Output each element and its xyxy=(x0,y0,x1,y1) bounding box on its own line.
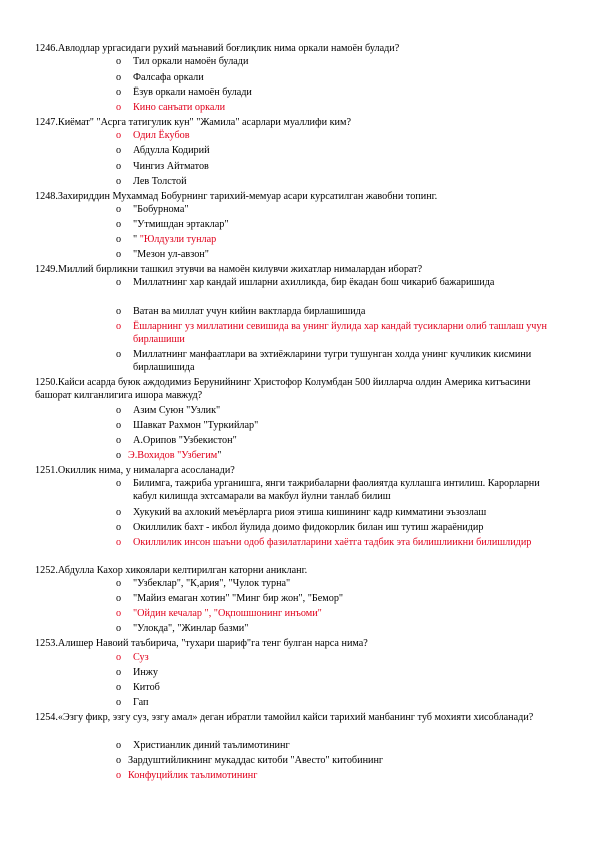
bullet-marker: o xyxy=(116,537,122,548)
question-number: 1254. xyxy=(35,712,58,723)
option-text: Тил оркали намоён булади xyxy=(133,56,249,67)
bullet-marker: o xyxy=(116,102,122,113)
option-correct xyxy=(116,102,566,115)
option-correct xyxy=(116,130,566,143)
bullet-marker: o xyxy=(116,593,122,604)
option-correct xyxy=(116,321,566,346)
option-text: "Улокда", "Жинлар базми" xyxy=(133,623,249,634)
option-prefix: " xyxy=(133,234,140,245)
bullet-marker: o xyxy=(116,652,122,663)
option xyxy=(116,667,566,680)
option-suffix: " xyxy=(217,450,222,461)
option-text-mixed xyxy=(133,234,566,247)
bullet-marker: o xyxy=(116,608,122,619)
option xyxy=(116,204,566,217)
option xyxy=(116,349,566,374)
bullet-marker: o xyxy=(116,623,122,634)
bullet-marker: o xyxy=(116,176,122,187)
option-text: Лев Толстой xyxy=(133,176,187,187)
option xyxy=(116,478,566,503)
option-text: "Ойдин кечалар ", "Оқпошшонинг инъоми" xyxy=(133,608,322,619)
option xyxy=(116,435,566,448)
option xyxy=(116,306,566,319)
option xyxy=(116,405,566,418)
option-correct-text: "Юлдузли тунлар xyxy=(139,234,217,245)
option-correct xyxy=(116,537,566,550)
bullet-marker: o xyxy=(116,234,122,245)
bullet-marker: o xyxy=(116,578,122,589)
option-text: Миллатнинг манфаатлари ва эхтиёжларини тугри тушунган холда унинг кучликик кисмини бирлашишида xyxy=(133,349,532,373)
option-correct xyxy=(116,770,566,783)
question-text: Абдулла Кахор хикоялари келтирилган каторни аникланг. xyxy=(57,565,308,576)
bullet-marker: o xyxy=(116,667,122,678)
option-text: Фалсафа оркали xyxy=(133,72,204,83)
bullet-marker: o xyxy=(116,435,122,446)
question-text: Миллий бирликни ташкил этувчи ва намоён килувчи жихатлар нималардан иборат? xyxy=(57,264,423,275)
option-correct-text: Э.Вохидов "Узбегим xyxy=(128,450,218,461)
question-text: Окиллик нима, у нималарга асосланади? xyxy=(57,465,235,476)
question-1249 xyxy=(35,264,565,277)
option-text: "Мезон ул-авзон" xyxy=(133,249,209,260)
option-text: Христианлик диний таълимотининг xyxy=(133,740,290,751)
question-text: Киёмат" "Асрга татигулик кун" "Жамила" асарлари муаллифи ким? xyxy=(57,117,351,128)
option xyxy=(116,72,566,85)
bullet-marker: o xyxy=(116,522,122,533)
option-text-mixed xyxy=(128,450,566,463)
option-correct xyxy=(116,652,566,665)
option xyxy=(116,219,566,232)
bullet-marker: o xyxy=(116,682,122,693)
option-correct xyxy=(116,608,566,621)
bullet-marker: o xyxy=(116,277,122,288)
question-number: 1253. xyxy=(35,638,58,649)
option xyxy=(116,249,566,262)
option-text: Окиллилик бахт - икбол йулида доимо фидокорлик билан иш тутиш жараёнидир xyxy=(133,522,484,533)
option-text: Одил Ёкубов xyxy=(133,130,190,141)
question-1248 xyxy=(35,191,565,204)
bullet-marker: o xyxy=(116,161,122,172)
option xyxy=(116,682,566,695)
bullet-marker: o xyxy=(116,306,122,317)
option xyxy=(116,450,566,463)
question-text: Авлодлар ургасидаги рухий маънавий боғлиқлик нима оркали намоён булади? xyxy=(57,43,400,54)
bullet-marker: o xyxy=(116,87,122,98)
bullet-marker: o xyxy=(116,130,122,141)
option-text: А.Орипов "Узбекистон" xyxy=(133,435,237,446)
question-1250 xyxy=(35,377,565,402)
bullet-marker: o xyxy=(116,145,122,156)
question-1246 xyxy=(35,43,565,56)
question-number: 1246. xyxy=(35,43,58,54)
bullet-marker: o xyxy=(116,204,122,215)
bullet-marker: o xyxy=(116,219,122,230)
question-1247 xyxy=(35,117,565,130)
option-text: "Узбеклар", "К,ария", "Чулок турна" xyxy=(133,578,291,589)
question-text: Кайси асарда буюк аждодимиз Берунийнинг Христофор Колумбдан 500 йилларча олдин Америка китъасини башорат килганлигига ишора мавжуд? xyxy=(35,377,531,401)
question-1251 xyxy=(35,465,565,478)
bullet-marker: o xyxy=(116,478,122,489)
question-number: 1251. xyxy=(35,465,58,476)
bullet-marker: o xyxy=(116,755,122,766)
option xyxy=(116,740,566,753)
option xyxy=(116,697,566,710)
bullet-marker: o xyxy=(116,249,122,260)
option-text: Азим Суюн "Узлик" xyxy=(133,405,221,416)
option-text: Шавкат Рахмон "Туркийлар" xyxy=(133,420,259,431)
bullet-marker: o xyxy=(116,405,122,416)
option-text: "Бобурнома" xyxy=(133,204,189,215)
question-1252 xyxy=(35,565,565,578)
option xyxy=(116,145,566,158)
question-number: 1247. xyxy=(35,117,58,128)
question-text: Захириддин Мухаммад Бобурнинг тарихий-мемуар асари курсатилган жавобни топинг. xyxy=(57,191,438,202)
bullet-marker: o xyxy=(116,450,122,461)
option-text: "Утмишдан эртаклар" xyxy=(133,219,229,230)
bullet-marker: o xyxy=(116,697,122,708)
option xyxy=(116,522,566,535)
option-text: Чингиз Айтматов xyxy=(133,161,209,172)
question-number: 1252. xyxy=(35,565,58,576)
question-number: 1248. xyxy=(35,191,58,202)
option-text: Хукукий ва ахлокий меъёрларга риоя этиша кишининг кадр кимматини эъзозлаш xyxy=(133,507,487,518)
option xyxy=(116,578,566,591)
option xyxy=(116,755,566,768)
option-text: Гап xyxy=(133,697,149,708)
question-number: 1249. xyxy=(35,264,58,275)
bullet-marker: o xyxy=(116,72,122,83)
question-1253 xyxy=(35,638,565,651)
question-text: Алишер Навоий таъбирича, "тухари шариф"га тенг булган нарса нима? xyxy=(57,638,368,649)
option-text: Инжу xyxy=(133,667,158,678)
option-text: Окиллилик инсон шаъни одоб фазилатларини хаётга тадбик эта билишлиикни билишлидир xyxy=(133,537,532,548)
option xyxy=(116,507,566,520)
bullet-marker: o xyxy=(116,56,122,67)
option xyxy=(116,277,566,290)
bullet-marker: o xyxy=(116,740,122,751)
bullet-marker: o xyxy=(116,507,122,518)
option-text: Конфуцийлик таълимотининг xyxy=(128,770,258,781)
question-1254 xyxy=(35,712,565,725)
option xyxy=(116,420,566,433)
option-text: Ватан ва миллат учун кийин вактларда бирлашишида xyxy=(133,306,366,317)
bullet-marker: o xyxy=(116,420,122,431)
option xyxy=(116,623,566,636)
option xyxy=(116,161,566,174)
option-text: "Майиз емаган хотин" "Минг бир жон", "Бемор" xyxy=(133,593,344,604)
question-text: «Эзгу фикр, эзгу суз, эзгу амал» деган ибратли тамойил кайси тарихий манбанинг туб мохияти хисобланади? xyxy=(57,712,534,723)
option-text: Ёзув оркали намоён булади xyxy=(133,87,252,98)
question-number: 1250. xyxy=(35,377,58,388)
option xyxy=(116,56,566,69)
option xyxy=(116,593,566,606)
option xyxy=(116,176,566,189)
bullet-marker: o xyxy=(116,770,122,781)
option-text: Кино санъати оркали xyxy=(133,102,226,113)
option xyxy=(116,234,566,247)
option-text: Зардуштийликнинг мукаддас китоби "Авесто" китобининг xyxy=(128,755,384,766)
bullet-marker: o xyxy=(116,321,122,332)
option-text: Ёшларнинг уз миллатини севишида ва унинг йулида хар кандай тусикларни олиб ташлаш учун бирлашиши xyxy=(133,321,547,345)
option-text: Миллатнинг хар кандай ишларни ахилликда, бир ёкадан бош чикариб бажаришида xyxy=(133,277,495,288)
option-text: Китоб xyxy=(133,682,160,693)
option-text: Суз xyxy=(133,652,149,663)
option-text: Билимга, тажриба урганишга, янги тажрибаларни фаолиятда куллашга интилиш. Карорларни кабул килишда эхтсамарали ва макбул йулни танлаб билиш xyxy=(133,478,540,502)
option xyxy=(116,87,566,100)
option-text: Абдулла Кодирий xyxy=(133,145,210,156)
bullet-marker: o xyxy=(116,349,122,360)
